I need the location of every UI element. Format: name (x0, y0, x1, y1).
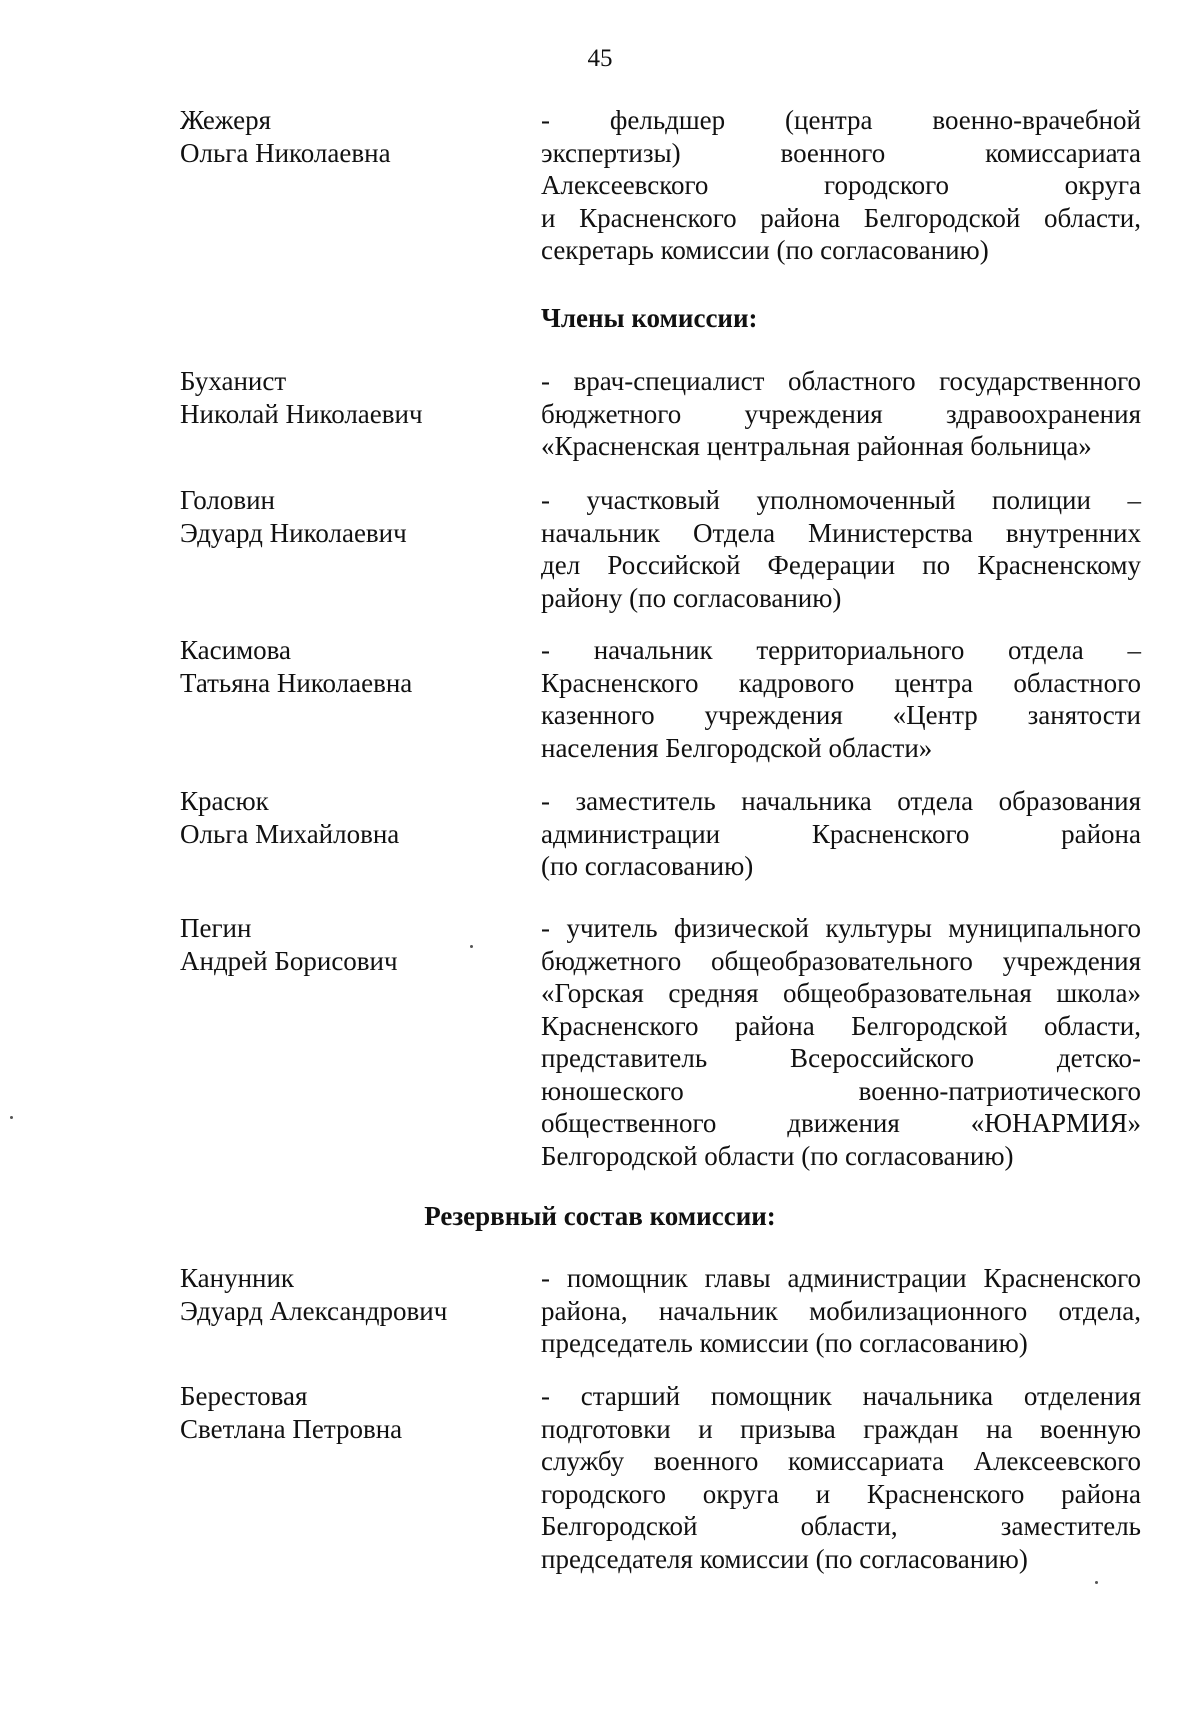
person-position (541, 912, 1141, 1172)
position-line: представитель Всероссийского детско- (541, 1043, 1141, 1073)
position-line: городского округа и Красненского района (541, 1478, 1141, 1509)
scan-speck (470, 945, 473, 948)
position-line: Белгородской области (по согласованию) (541, 1140, 1014, 1171)
members-heading: Члены комиссии: (541, 303, 758, 333)
position-line: начальник Отдела Министерства внутренних (541, 517, 1141, 548)
person-position (541, 785, 1141, 883)
position-line: району (по согласованию) (541, 582, 842, 613)
surname: Пегин (180, 913, 252, 943)
person-position (541, 634, 1141, 764)
position-line: - участковый уполномоченный полиции – (541, 485, 1141, 515)
surname: Касимова (180, 635, 292, 665)
position-line: администрации Красненского района (541, 818, 1141, 849)
position-line: (по согласованию) (541, 851, 754, 881)
position-line: - начальник территориального отдела – (541, 635, 1141, 665)
person-name (180, 484, 520, 549)
position-line: юношеского военно-патриотического (541, 1075, 1141, 1106)
given-names: Ольга Михайловна (180, 818, 400, 849)
surname: Красюк (180, 786, 269, 816)
person-name (180, 785, 520, 850)
surname: Канунник (180, 1263, 295, 1293)
position-line: - врач-специалист областного государственного (541, 366, 1141, 396)
position-line: председатель комиссии (по согласованию) (541, 1328, 1028, 1358)
person-position (541, 104, 1141, 267)
position-line: председателя комиссии (по согласованию) (541, 1543, 1028, 1574)
given-names: Эдуард Александрович (180, 1295, 448, 1326)
position-line: казенного учреждения «Центр занятости (541, 700, 1141, 730)
person-position (541, 1262, 1141, 1360)
position-line: службу военного комиссариата Алексеевского (541, 1446, 1141, 1476)
given-names: Николай Николаевич (180, 398, 423, 429)
given-names: Эдуард Николаевич (180, 517, 407, 548)
position-line: - фельдшер (центра военно-врачебной (541, 105, 1141, 135)
person-name (180, 104, 520, 169)
person-name (180, 365, 520, 430)
surname: Берестовая (180, 1381, 308, 1411)
person-position (541, 484, 1141, 614)
page-number: 45 (587, 45, 613, 72)
position-line: Алексеевского городского округа (541, 170, 1141, 200)
position-line: - помощник главы администрации Красненского (541, 1263, 1141, 1293)
person-name (180, 634, 520, 699)
person-name (180, 1380, 520, 1445)
given-names: Ольга Николаевна (180, 137, 391, 168)
position-line: Красненского района Белгородской области, (541, 1010, 1141, 1041)
given-names: Светлана Петровна (180, 1413, 403, 1444)
position-line: - учитель физической культуры муниципального (541, 913, 1141, 943)
given-names: Андрей Борисович (180, 945, 398, 976)
surname: Буханист (180, 366, 287, 396)
position-line: экспертизы) военного комиссариата (541, 137, 1141, 168)
position-line: бюджетного общеобразовательного учреждения (541, 945, 1141, 976)
surname: Жежеря (180, 105, 272, 135)
position-line: секретарь комиссии (по согласованию) (541, 235, 989, 265)
surname: Головин (180, 485, 276, 515)
position-line: «Горская средняя общеобразовательная школа» (541, 978, 1141, 1008)
position-line: подготовки и призыва граждан на военную (541, 1413, 1141, 1444)
position-line: Белгородской области, заместитель (541, 1511, 1141, 1541)
given-names: Татьяна Николаевна (180, 667, 413, 698)
position-line: бюджетного учреждения здравоохранения (541, 398, 1141, 429)
person-position (541, 365, 1141, 463)
person-position (541, 1380, 1141, 1575)
reserve-heading: Резервный состав комиссии: (424, 1201, 776, 1231)
scan-speck (10, 1116, 13, 1119)
person-name (180, 912, 520, 977)
position-line: «Красненская центральная районная больница» (541, 431, 1092, 461)
position-line: общественного движения «ЮНАРМИЯ» (541, 1108, 1141, 1138)
position-line: дел Российской Федерации по Красненскому (541, 550, 1141, 580)
person-name (180, 1262, 520, 1327)
scan-speck (1095, 1581, 1098, 1584)
position-line: района, начальник мобилизационного отдела, (541, 1295, 1141, 1326)
position-line: - старший помощник начальника отделения (541, 1381, 1141, 1411)
position-line: населения Белгородской области» (541, 732, 933, 763)
position-line: - заместитель начальника отдела образования (541, 786, 1141, 816)
position-line: Красненского кадрового центра областного (541, 667, 1141, 698)
position-line: и Красненского района Белгородской области, (541, 202, 1141, 233)
